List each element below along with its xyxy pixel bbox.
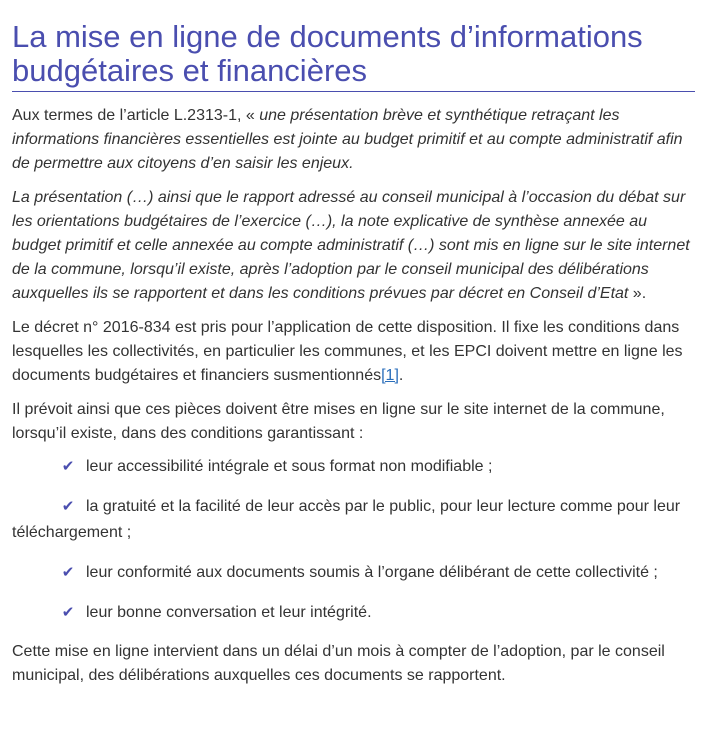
quote-text: La présentation (…) ainsi que le rapport adressé au conseil municipal à l’occasion du débat sur les orientations budgétaires de l’exercice (…), la note explicative de synthèse annexée au budget primitif et celle annexée au compte administratif (…) sont mis en ligne sur le site internet de la commune, lorsqu’il existe, après l’adoption par le conseil municipal des délibérations auxquelles ils se rapportent et dans les conditions prévues par décret en Conseil d’Etat bbox=[12, 189, 690, 302]
conditions-list bbox=[12, 454, 695, 626]
condition-text: leur accessibilité intégrale et sous format non modifiable ; bbox=[86, 458, 493, 475]
intro-quote: une présentation brève et synthétique retraçant les informations financières essentielles est jointe au budget primitif et au compte administratif afin de permettre aux citoyens d’en saisir les enjeux. bbox=[12, 107, 683, 172]
list-item bbox=[12, 494, 695, 546]
decret-paragraph bbox=[12, 316, 695, 388]
intro-paragraph bbox=[12, 104, 695, 176]
prevoit-paragraph: Il prévoit ainsi que ces pièces doivent être mises en ligne sur le site internet de la commune, lorsqu’il existe, dans des conditions garantissant : bbox=[12, 401, 665, 442]
decret-text: Le décret n° 2016-834 est pris pour l’application de cette disposition. Il fixe les conditions dans lesquelles les collectivités, en particulier les communes, et les EPCI doivent mettre en ligne les documents budgétaires et financiers susmentionnés bbox=[12, 319, 683, 384]
list-item bbox=[12, 560, 695, 586]
condition-text: leur conformité aux documents soumis à l’organe délibérant de cette collectivité ; bbox=[86, 564, 658, 581]
decret-end: . bbox=[398, 367, 404, 384]
check-icon: ✔ bbox=[61, 498, 75, 515]
condition-text: leur bonne conversation et leur intégrité. bbox=[86, 604, 372, 621]
list-item bbox=[12, 454, 695, 480]
quote-paragraph bbox=[12, 186, 695, 306]
check-icon: ✔ bbox=[61, 564, 75, 581]
condition-text: la gratuité et la facilité de leur accès par le public, pour leur lecture comme pour leur téléchargement ; bbox=[12, 498, 681, 541]
quote-close: ». bbox=[628, 285, 647, 302]
list-item bbox=[12, 600, 695, 626]
check-icon: ✔ bbox=[61, 458, 75, 475]
footnote-link[interactable]: [1] bbox=[381, 367, 399, 384]
check-icon: ✔ bbox=[61, 604, 75, 621]
intro-lead: Aux termes de l’article L.2313-1, « bbox=[12, 107, 260, 124]
closing-paragraph: Cette mise en ligne intervient dans un délai d’un mois à compter de l’adoption, par le conseil municipal, des délibérations auxquelles ces documents se rapportent. bbox=[12, 643, 665, 684]
page-title: La mise en ligne de documents d’informations budgétaires et financières bbox=[12, 20, 695, 92]
